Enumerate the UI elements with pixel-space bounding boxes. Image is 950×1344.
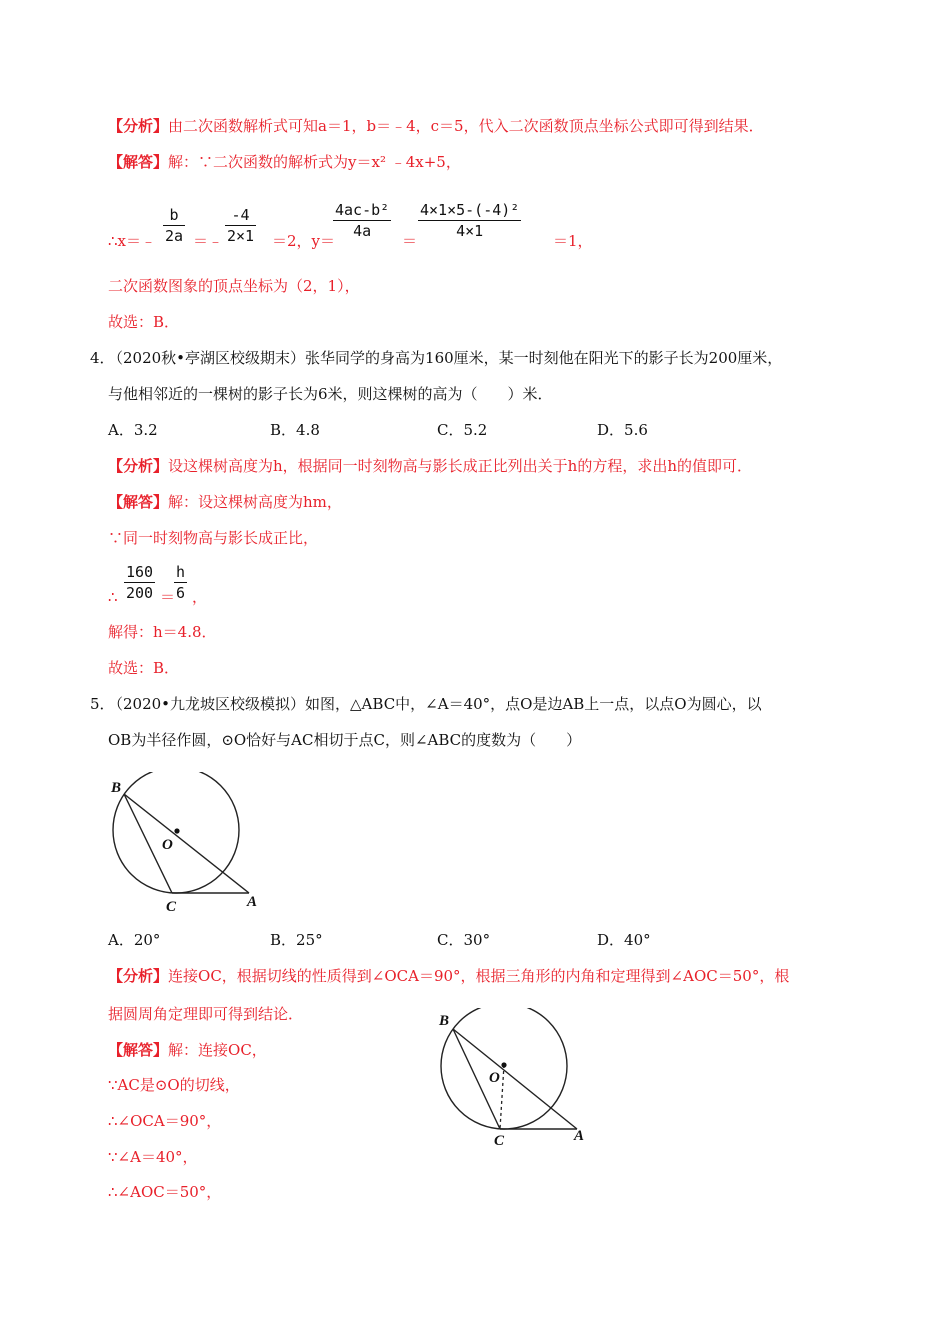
- denominator: 2×1: [227, 227, 255, 245]
- label-a: A: [574, 1128, 585, 1144]
- q5-option-d: D．40°: [597, 931, 651, 949]
- q4-stem-line1: （2020秋•亭湖区校级期末）张华同学的身高为160厘米，某一时刻他在阳光下的影子长为200厘米，: [108, 349, 783, 367]
- analysis-tag: 【分析】: [108, 457, 169, 475]
- analysis-text: 设这棵树高度为h，根据同一时刻物高与影长成正比列出关于h的方程，求出h的值即可．: [168, 457, 753, 475]
- fraction-b-over-2a: [163, 206, 185, 245]
- q4-option-a: A．3.2: [108, 421, 158, 439]
- q5-answer: [108, 1040, 267, 1060]
- segment-ba: [124, 794, 249, 893]
- numerator: b: [169, 206, 179, 224]
- analysis-text: 连接OC，根据切线的性质得到∠OCA＝90°，根据三角形的内角和定理得到∠AOC＝50°，根: [168, 967, 790, 985]
- q5-analysis-line1: [108, 966, 789, 986]
- label-o: O: [162, 837, 173, 853]
- denominator: 4a: [353, 222, 372, 240]
- denominator: 200: [126, 584, 154, 602]
- numerator: 4ac-b²: [335, 201, 390, 219]
- center-point: [501, 1062, 506, 1067]
- q3-eq: ＝: [402, 232, 418, 250]
- q4-option-d: D．5.6: [597, 421, 648, 439]
- q3-eq-minus: ＝﹣: [193, 232, 224, 250]
- q5-step-3: ∵∠A＝40°，: [108, 1148, 198, 1166]
- answer-tag: 【解答】: [108, 1041, 169, 1059]
- q5-figure: [104, 772, 264, 914]
- center-point: [174, 828, 179, 833]
- q3-analysis: [108, 116, 764, 136]
- label-c: C: [166, 899, 177, 914]
- q4-therefore: ∴: [108, 588, 118, 606]
- label-o: O: [489, 1070, 500, 1086]
- q5-step-1: ∵AC是⊙O的切线，: [108, 1076, 240, 1094]
- answer-tag: 【解答】: [108, 493, 169, 511]
- answer-tag: 【解答】: [108, 153, 169, 171]
- label-b: B: [439, 1013, 450, 1029]
- q5-stem-line2: OB为半径作圆，⊙O恰好与AC相切于点C，则∠ABC的度数为（ ）: [108, 731, 582, 749]
- segment-oc-dashed: [500, 1065, 504, 1129]
- denominator: 6: [176, 584, 186, 602]
- q4-because: ∵同一时刻物高与影长成正比，: [108, 529, 319, 547]
- q3-vertex: 二次函数图象的顶点坐标为（2，1），: [108, 277, 360, 295]
- q5-step-4: ∴∠AOC＝50°，: [108, 1183, 222, 1201]
- segment-ba: [453, 1029, 577, 1129]
- q4-answer: [108, 492, 342, 512]
- answer-intro: 解：设这棵树高度为hm，: [168, 493, 342, 511]
- label-a: A: [247, 894, 258, 910]
- q4-choice: 故选：B．: [108, 659, 180, 677]
- q5-option-a: A．20°: [108, 931, 161, 949]
- q3-choice: 故选：B．: [108, 313, 180, 331]
- q4-stem-line2: 与他相邻近的一棵树的影子长为6米，则这棵树的高为（ ）米．: [108, 385, 553, 403]
- analysis-text: 由二次函数解析式可知a＝1，b＝﹣4，c＝5，代入二次函数顶点坐标公式即可得到结果．: [168, 117, 764, 135]
- denominator: 2a: [165, 227, 184, 245]
- q5-step-2: ∴∠OCA＝90°，: [108, 1112, 222, 1130]
- q5-option-b: B．25°: [270, 931, 323, 949]
- q5-stem-line1: （2020•九龙坡区校级模拟）如图，△ABC中，∠A＝40°，点O是边AB上一点，以点O为圆心，以: [108, 695, 762, 713]
- q5-number: 5．: [90, 695, 115, 713]
- q3-therefore-x: ∴x＝﹣: [108, 232, 157, 250]
- label-c: C: [494, 1133, 505, 1149]
- analysis-tag: 【分析】: [108, 117, 169, 135]
- analysis-tag: 【分析】: [108, 967, 169, 985]
- fraction-neg4: [225, 206, 256, 245]
- q3-answer: [108, 152, 461, 172]
- q5-option-c: C．30°: [437, 931, 491, 949]
- fraction-substituted: [418, 201, 521, 240]
- q4-option-c: C．5.2: [437, 421, 488, 439]
- denominator: 4×1: [456, 222, 484, 240]
- q4-option-b: B．4.8: [270, 421, 320, 439]
- q3-result: ＝1，: [553, 232, 593, 250]
- answer-intro: 解：连接OC，: [168, 1041, 267, 1059]
- q4-solve: 解得：h＝4.8．: [108, 623, 217, 641]
- answer-intro: 解：∵二次函数的解析式为y＝x² ﹣4x+5，: [168, 153, 461, 171]
- fraction-vertex-formula: [333, 201, 391, 240]
- q5-solution-figure: [430, 1008, 600, 1150]
- circle-o: [441, 1008, 567, 1129]
- numerator: 4×1×5-(-4)²: [420, 201, 520, 219]
- label-b: B: [111, 780, 122, 796]
- numerator: -4: [231, 206, 250, 224]
- numerator: 160: [126, 563, 154, 581]
- q4-analysis: [108, 456, 752, 476]
- q4-number: 4．: [90, 349, 115, 367]
- q4-comma: ，: [192, 588, 208, 606]
- q5-analysis-line2: 据圆周角定理即可得到结论．: [108, 1005, 304, 1023]
- fraction-160-200: [124, 563, 155, 602]
- fraction-h-6: [174, 563, 187, 602]
- q4-eq: ＝: [160, 588, 176, 606]
- q3-eq-y: ＝2，y＝: [272, 232, 336, 250]
- numerator: h: [176, 563, 186, 581]
